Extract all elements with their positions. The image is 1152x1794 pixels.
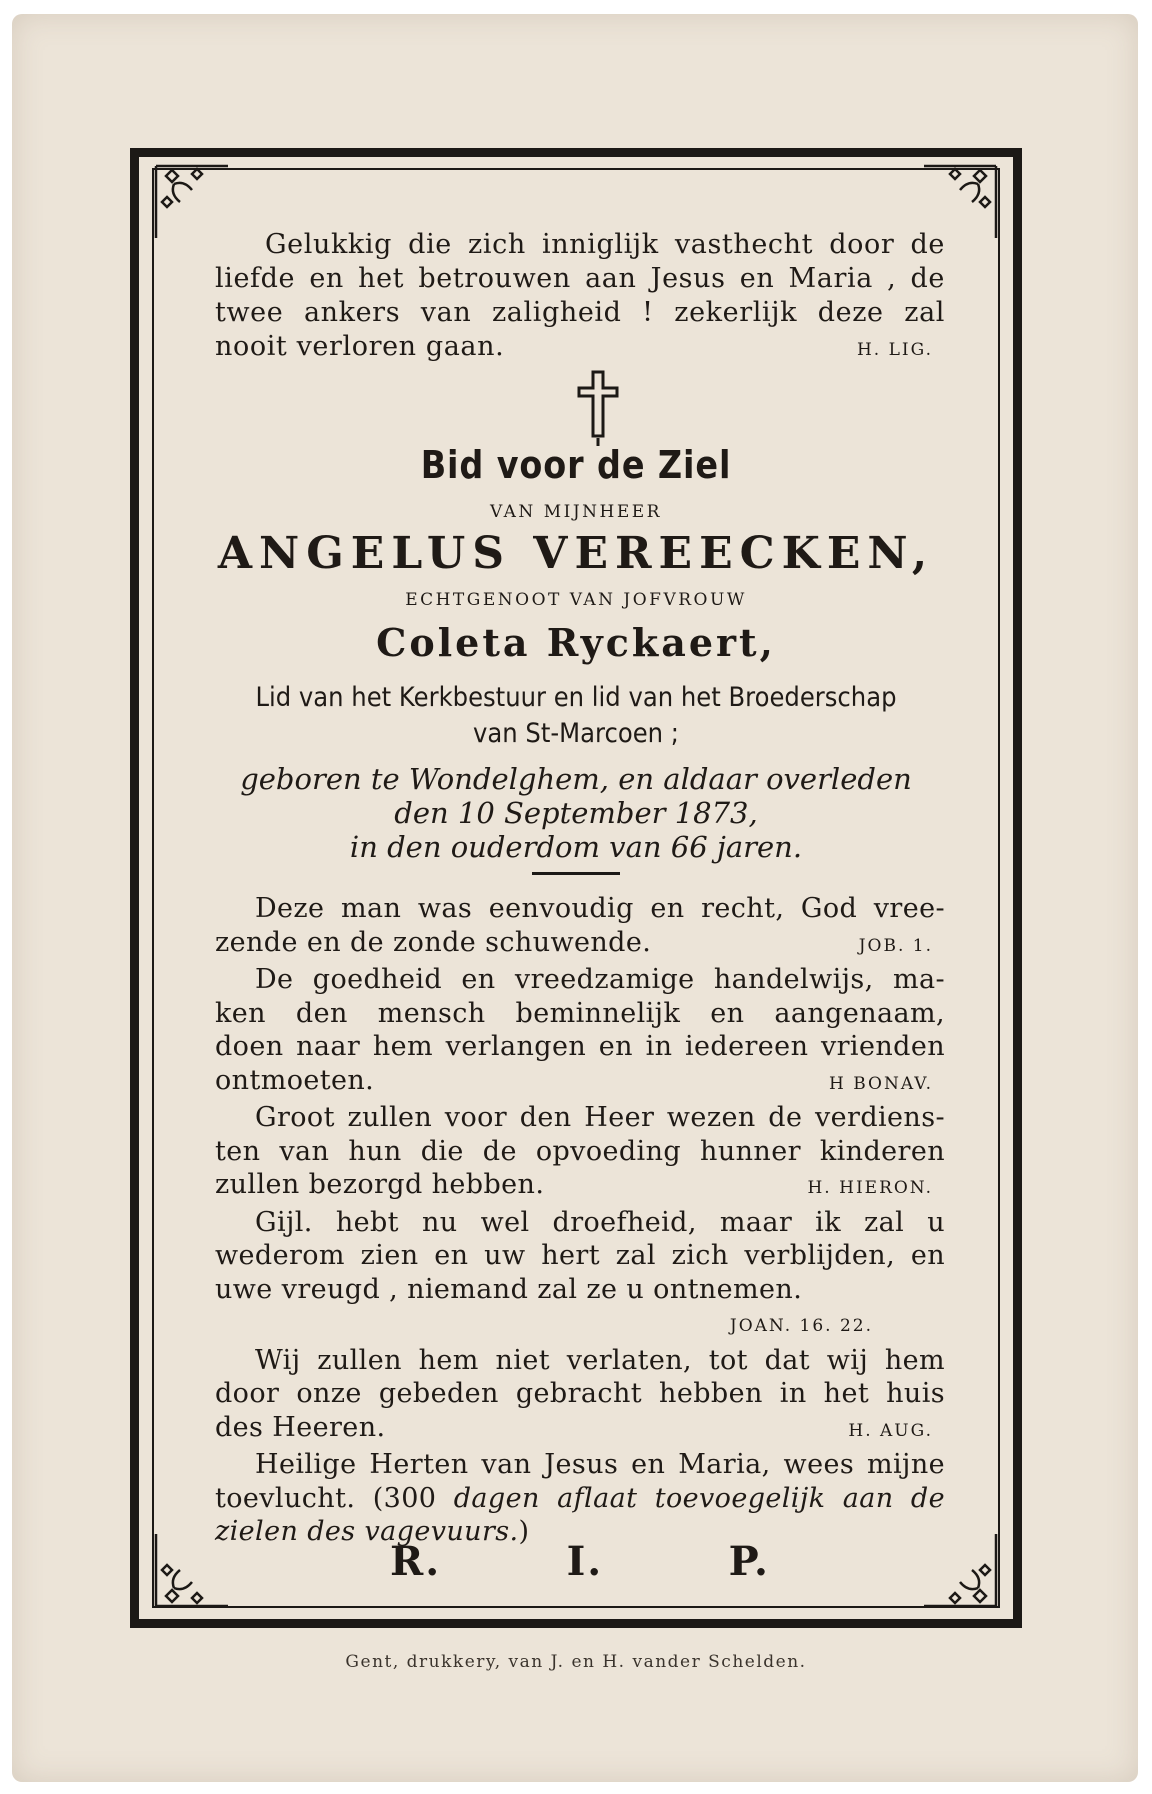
cross-icon (576, 368, 620, 448)
citation: JOB. 1. (858, 935, 933, 956)
rip-letter: P. (728, 1538, 770, 1585)
body-line-italic: dagen aflaat toevoegelijk aan de (453, 1482, 945, 1514)
body-line-part: toevlucht. (300 (215, 1482, 454, 1514)
spouse-name: Coleta Ryckaert, (376, 620, 776, 665)
body-line: ten van hun die de opvoeding hunner kinderen (215, 1135, 945, 1167)
rip-letters (390, 1538, 770, 1585)
body-line-italic: zielen des vagevuurs. (215, 1516, 519, 1547)
membership-line: Lid van het Kerkbestuur en lid van het Broederschap (255, 682, 897, 713)
body-line: Deze man was eenvoudig en recht, God vree- (255, 893, 945, 924)
rip-letter: I. (566, 1538, 604, 1585)
body-line: ken den mensch beminnelijk en aangenaam, (215, 997, 945, 1029)
body-line: des Heeren. (215, 1411, 386, 1443)
birth-death-line: in den ouderdom van 66 jaren. (349, 830, 803, 864)
membership-text (238, 680, 915, 752)
body-line: uwe vreugd , niemand zal ze u ontnemen. (215, 1273, 803, 1305)
divider-rule (532, 872, 620, 875)
body-line: zende en de zonde schuwende. (215, 926, 652, 958)
quote-line: Gelukkig die zich inniglijk vasthecht door de (265, 229, 945, 260)
quote-line: twee ankers van zaligheid ! zekerlijk deze zal (215, 297, 945, 328)
heading-bid-voor-de-ziel: Bid voor de Ziel (420, 443, 732, 487)
printer-credit: Gent, drukkery, van J. en H. vander Schelden. (345, 1652, 807, 1672)
body-line: door onze gebeden gebracht hebben in het huis (215, 1378, 945, 1409)
citation: JOAN. 16. 22. (729, 1316, 873, 1336)
body-line: doen naar hem verlangen en in iedereen vrienden (215, 1031, 945, 1062)
body-line-part: ) (518, 1516, 530, 1547)
birth-death-text (200, 762, 952, 864)
birth-death-line: geboren te Wondelghem, en aldaar overleden (240, 762, 912, 796)
body-line: Groot zullen voor den Heer wezen de verdiens- (255, 1102, 945, 1133)
body-line: Gijl. hebt nu wel droefheid, maar ik zal u (255, 1206, 945, 1238)
body-line: zullen bezorgd hebben. (215, 1169, 545, 1200)
quote-line: nooit verloren gaan. (215, 331, 505, 362)
body-text (215, 892, 945, 1549)
body-line: ontmoeten. (215, 1064, 375, 1096)
body-line: Wij zullen hem niet verlaten, tot dat wij hem (255, 1344, 945, 1376)
opening-quote (215, 228, 945, 367)
birth-death-line: den 10 September 1873, (394, 796, 758, 830)
citation: H. AUG. (848, 1420, 933, 1441)
quote-line: liefde en het betrouwen aan Jesus en Maria , de (215, 263, 945, 294)
body-line: De goedheid en vreedzamige handelwijs, ma- (255, 964, 945, 995)
body-line: wederom zien en uw hert zal zich verblijden, en (215, 1240, 945, 1271)
membership-line: van St-Marcoen ; (473, 718, 679, 749)
citation: H BONAV. (829, 1073, 933, 1094)
quote-source: H. LIG. (856, 340, 933, 360)
body-line: Heilige Herten van Jesus en Maria, wees mijne (255, 1449, 945, 1480)
echtgenoot-line: ECHTGENOOT VAN JOFVROUW (405, 590, 747, 610)
deceased-name: ANGELUS VEREECKEN, (217, 528, 935, 579)
rip-letter: R. (390, 1538, 442, 1585)
body-line (215, 1482, 945, 1516)
citation: H. HIERON. (807, 1178, 933, 1198)
van-mijnheer: VAN MIJNHEER (490, 502, 662, 522)
